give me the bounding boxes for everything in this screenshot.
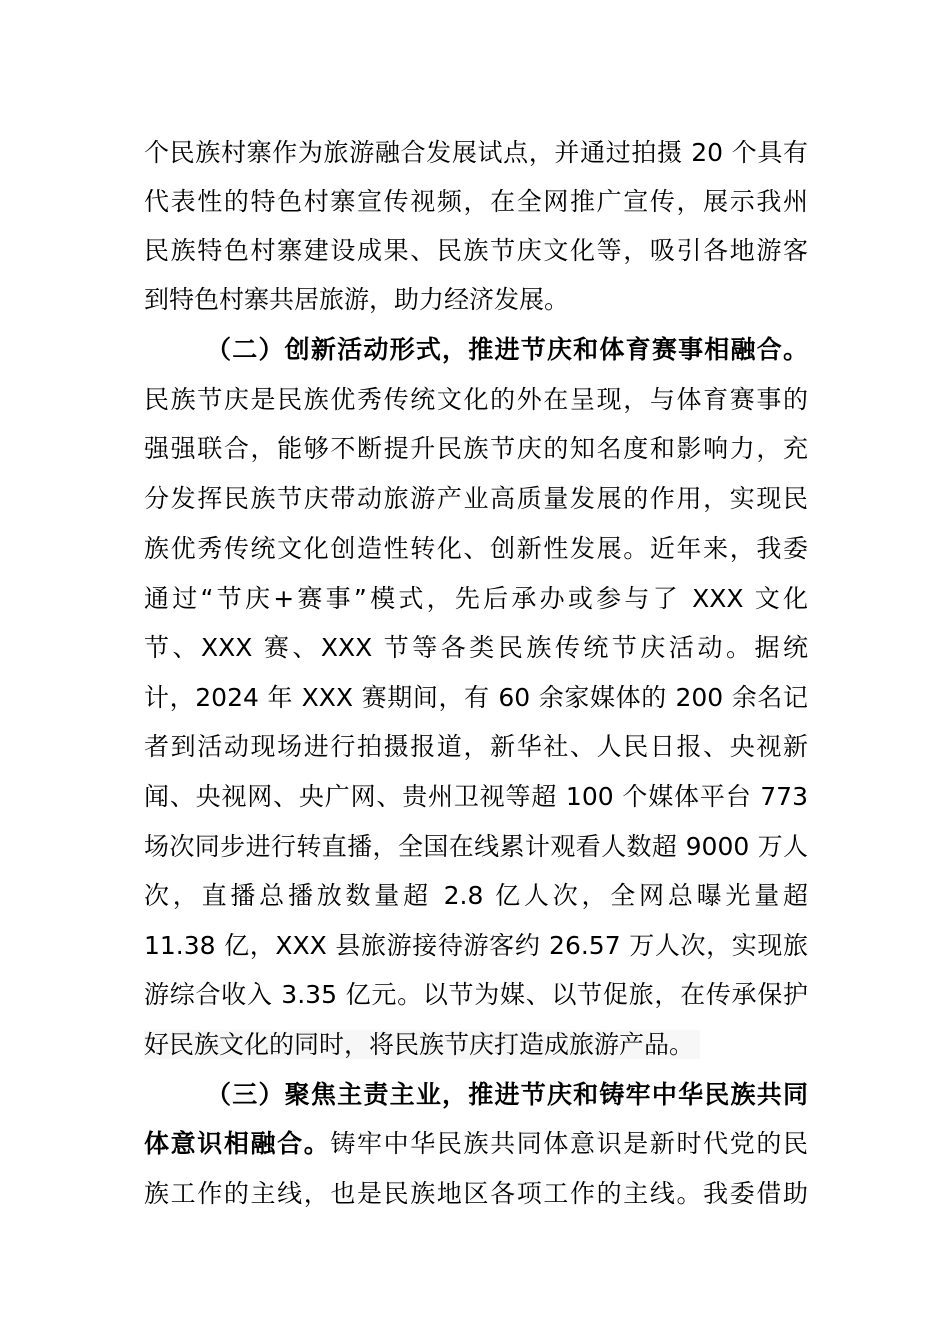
paragraph-line: [144, 1020, 808, 1070]
paragraph-line: 代表性的特色村寨宣传视频，在全网推广宣传，展示我州: [144, 187, 808, 216]
paragraph-line: 节、XXX 赛、XXX 节等各类民族传统节庆活动。据统: [144, 633, 808, 662]
paragraph-line: 到特色村寨共居旅游，助力经济发展。: [144, 285, 570, 314]
paragraph-line: 11.38 亿，XXX 县旅游接待游客约 26.57 万人次，实现旅: [144, 931, 808, 960]
paragraph-text: 铸牢中华民族共同体意识是新时代党的民: [330, 1129, 808, 1158]
paragraph-line: 通过“节庆+赛事”模式，先后承办或参与了 XXX 文化: [144, 584, 808, 613]
paragraph-line: 闻、央视网、央广网、贵州卫视等超 100 个媒体平台 773: [144, 782, 808, 811]
paragraph-line: 计，2024 年 XXX 赛期间，有 60 余家媒体的 200 余名记: [144, 683, 808, 712]
paragraph-line: 分发挥民族节庆带动旅游产业高质量发展的作用，实现民: [144, 484, 808, 513]
paragraph-line: 族优秀传统文化创造性转化、创新性发展。近年来，我委: [144, 534, 808, 563]
paragraph-line: 强强联合，能够不断提升民族节庆的知名度和影响力，充: [144, 434, 808, 463]
paragraph-line: 场次同步进行转直播，全国在线累计观看人数超 9000 万人: [144, 832, 808, 861]
section-heading-3: （三）聚焦主责主业，推进节庆和铸牢中华民族共同: [206, 1080, 808, 1109]
paragraph-line: 者到活动现场进行拍摄报道，新华社、人民日报、央视新: [144, 732, 808, 761]
highlighted-text: 好民族文化的同时，将民族节庆打造成旅游产品。: [144, 1030, 700, 1059]
paragraph-line: 族工作的主线，也是民族地区各项工作的主线。我委借助: [144, 1179, 808, 1208]
paragraph-line: 游综合收入 3.35 亿元。以节为媒、以节促旅，在传承保护: [144, 980, 808, 1009]
section-heading-2: （二）创新活动形式，推进节庆和体育赛事相融合。: [206, 335, 808, 364]
paragraph-line: 个民族村寨作为旅游融合发展试点，并通过拍摄 20 个具有: [144, 138, 808, 167]
section-heading-3-continued: 体意识相融合。: [144, 1129, 331, 1158]
paragraph-line: 次，直播总播放数量超 2.8 亿人次，全网总曝光量超: [144, 881, 808, 910]
paragraph-line: 民族节庆是民族优秀传统文化的外在呈现，与体育赛事的: [144, 385, 808, 414]
paragraph-line: 民族特色村寨建设成果、民族节庆文化等，吸引各地游客: [144, 236, 808, 265]
paragraph-line: [144, 1119, 808, 1169]
